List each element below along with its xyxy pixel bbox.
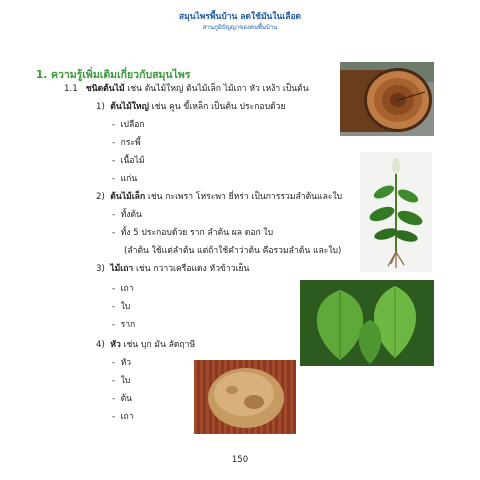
page-number: 150 xyxy=(231,455,249,465)
item-text: เช่น คูน ขี้เหล็ก เป็นต้น ประกอบด้วย xyxy=(148,102,286,112)
subsection-text: เช่น ต้นไม้ใหญ่ ต้นไม้เล็ก ไม้เถา หัว เหง้า เป็นต้น xyxy=(124,84,309,94)
list-item: - หัว xyxy=(112,358,132,368)
list-item-text: เปลือก xyxy=(120,120,145,130)
item-3 xyxy=(96,264,249,275)
list-item-text: ใบ xyxy=(120,376,131,386)
item-label: ต้นไม้ใหญ่ xyxy=(110,102,149,112)
item-1 xyxy=(96,102,285,113)
list-item-text: เนื้อไม้ xyxy=(120,156,145,166)
header-subtitle: สานภูมิปัญญาของคนพื้นบ้าน xyxy=(202,24,278,31)
list-item-text: ทั้ง 5 ประกอบด้วย ราก ลำต้น ผล ดอก ใบ xyxy=(120,228,274,238)
item-2 xyxy=(96,192,342,203)
item-label: ไม้เถา xyxy=(110,264,134,274)
list-item-text: เถา xyxy=(120,412,134,422)
list-item-text: แก่น xyxy=(120,174,138,184)
list-item: - ใบ xyxy=(112,376,131,386)
item-number: 1) xyxy=(96,102,105,112)
list-item: - ทั้ง 5 ประกอบด้วย ราก ลำต้น ผล ดอก ใบ xyxy=(112,228,274,238)
list-item: - เถา xyxy=(112,412,134,422)
page-header xyxy=(0,12,480,32)
list-item-text: ราก xyxy=(120,320,136,330)
list-item: - เนื้อไม้ xyxy=(112,156,145,166)
list-item-text: กระพี้ xyxy=(120,138,141,148)
subsection-1-1 xyxy=(64,84,309,95)
section-heading: 1. ความรู้เพิ่มเติมเกี่ยวกับสมุนไพร xyxy=(36,69,191,81)
item-number: 4) xyxy=(96,340,105,350)
list-item-text: ต้น xyxy=(120,394,133,404)
item-text: เช่น กวาวเครือแดง หัวข้าวเย็น xyxy=(133,264,250,274)
header-title: สมุนไพรพื้นบ้าน ลดใช้มันในเลือด xyxy=(178,12,302,22)
item-number: 2) xyxy=(96,192,105,202)
list-item: - ทั้งต้น xyxy=(112,210,142,220)
item-text: เช่น กะเพรา โหระพา ยี่หร่า เป็นการรวมลำต้นและใบ xyxy=(145,192,343,202)
subsection-number: 1.1 xyxy=(64,84,78,94)
list-item: - เถา xyxy=(112,284,134,294)
list-item: - ราก xyxy=(112,320,136,330)
vine-leaves-image xyxy=(300,280,434,366)
list-item-text: ทั้งต้น xyxy=(120,210,142,220)
list-item: - กระพี้ xyxy=(112,138,141,148)
list-item-text: ใบ xyxy=(120,302,131,312)
list-item: - แก่น xyxy=(112,174,138,184)
subsection-label: ชนิดต้นไม้ xyxy=(85,84,125,94)
item-label: หัว xyxy=(110,340,121,350)
list-item: - เปลือก xyxy=(112,120,145,130)
item-4 xyxy=(96,340,195,351)
tuber-image xyxy=(194,360,296,434)
small-plant-image xyxy=(360,152,432,272)
item-number: 3) xyxy=(96,264,105,274)
list-item: - ต้น xyxy=(112,394,133,404)
item-label: ต้นไม้เล็ก xyxy=(110,192,146,202)
list-item: - ใบ xyxy=(112,302,131,312)
list-note: (ลำต้น ใช้แต่ลำต้น แต่ถ้าใช้คำว่าต้น คือรวมลำต้น และใบ) xyxy=(124,246,342,256)
log-cross-section-image xyxy=(340,62,434,136)
list-item-text: เถา xyxy=(120,284,134,294)
item-text: เช่น บุก มัน ลัดฤาษี xyxy=(120,340,196,350)
list-item-text: หัว xyxy=(120,358,132,368)
